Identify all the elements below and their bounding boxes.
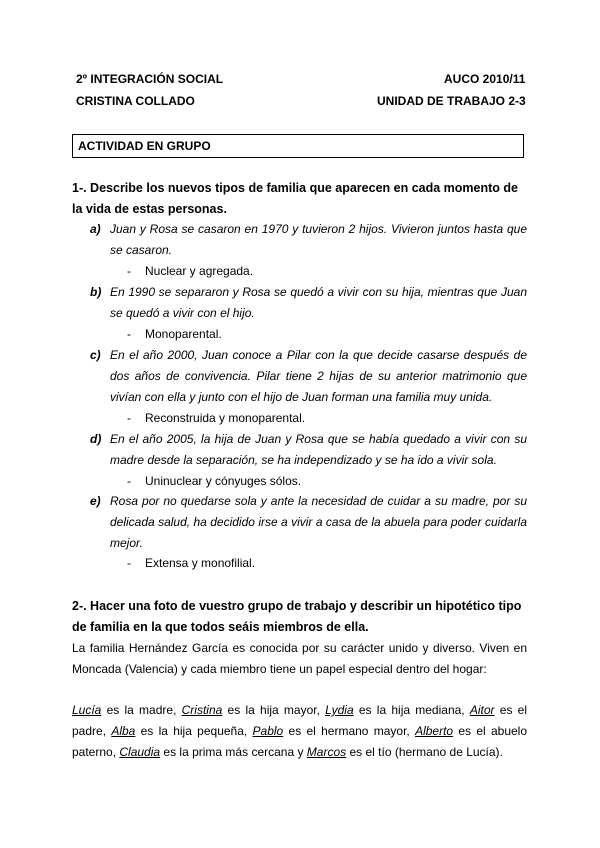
item-text: En el año 2000, Juan conoce a Pilar con la que decide casarse después de dos años de convivencia. Pilar tiene 2 hijas de su anterior matrimonio que vivían con ella y junto con el hijo de Juan forman una familia muy unida. <box>110 348 527 404</box>
answer-b <box>127 324 222 345</box>
dash-bullet: - <box>127 327 131 341</box>
member-role: es el hermano mayor, <box>283 724 416 738</box>
answer-e <box>127 553 255 574</box>
item-d <box>90 429 527 471</box>
member-name: Alba <box>111 724 136 738</box>
header-year: AUCO 2010/11 <box>444 72 526 86</box>
member-role: es la hija pequeña, <box>135 724 253 738</box>
item-text: Juan y Rosa se casaron en 1970 y tuvieron 2 hijos. Vivieron juntos hasta que se casaron. <box>110 222 527 257</box>
item-text: En 1990 se separaron y Rosa se quedó a vivir con su hija, mientras que Juan se quedó a vivir con el hijo. <box>110 285 527 320</box>
answer-text: Uninuclear y cónyuges sólos. <box>145 474 302 488</box>
member-role: es la hija mediana, <box>353 703 470 717</box>
item-text: En el año 2005, la hija de Juan y Rosa que se había quedado a vivir con su madre desde la separación, se ha independizado y se ha ido a vivir sola. <box>110 432 527 467</box>
dash-bullet: - <box>127 264 131 278</box>
member-role: es la prima más cercana y <box>160 745 307 759</box>
activity-title-box <box>72 134 524 158</box>
item-letter: b) <box>90 285 102 299</box>
answer-d <box>127 471 301 492</box>
member-name: Marcos <box>306 745 347 759</box>
member-name: Lucía <box>72 703 102 717</box>
dash-bullet: - <box>127 556 131 570</box>
item-c <box>90 345 527 408</box>
answer-c <box>127 408 305 429</box>
answer-a <box>127 261 253 282</box>
item-letter: e) <box>90 494 101 508</box>
member-role: es el tío (hermano de Lucía). <box>346 745 503 759</box>
member-role: es el padre, <box>72 703 528 738</box>
dash-bullet: - <box>127 411 131 425</box>
item-a <box>90 219 527 261</box>
answer-text: Reconstruida y monoparental. <box>145 411 306 425</box>
member-role: es la madre, <box>101 703 182 717</box>
item-letter: d) <box>90 432 102 446</box>
item-letter: a) <box>90 222 101 236</box>
member-name: Pablo <box>252 724 284 738</box>
header-course: 2º INTEGRACIÓN SOCIAL <box>76 72 224 86</box>
item-e <box>90 491 527 554</box>
member-name: Cristina <box>181 703 223 717</box>
question-1: 1-. Describe los nuevos tipos de familia que aparecen en cada momento de la vida de estas personas. <box>72 181 518 216</box>
answer-text: Extensa y monofilial. <box>145 556 256 570</box>
header-author: CRISTINA COLLADO <box>76 94 195 108</box>
member-name: Alberto <box>415 724 454 738</box>
member-role: es la hija mayor, <box>222 703 326 717</box>
question-2: 2-. Hacer una foto de vuestro grupo de trabajo y describir un hipotético tipo de familia en la que todos seáis miembros de ella. <box>72 599 522 634</box>
member-name: Lydia <box>325 703 354 717</box>
activity-title: ACTIVIDAD EN GRUPO <box>78 139 211 153</box>
member-name: Aitor <box>469 703 495 717</box>
item-letter: c) <box>90 348 101 362</box>
family-members <box>72 700 527 763</box>
member-role: es el abuelo paterno, <box>72 724 528 759</box>
answer-text: Monoparental. <box>145 327 222 341</box>
header-unit: UNIDAD DE TRABAJO 2-3 <box>377 94 526 108</box>
item-text: Rosa por no quedarse sola y ante la necesidad de cuidar a su madre, por su delicada salud, ha decidido irse a vivir a casa de la abuela para poder cuidarla mejor. <box>110 494 527 550</box>
answer-text: Nuclear y agregada. <box>145 264 254 278</box>
item-b <box>90 282 527 324</box>
dash-bullet: - <box>127 474 131 488</box>
member-name: Claudia <box>119 745 161 759</box>
family-intro: La familia Hernández García es conocida por su carácter unido y diverso. Viven en Moncada (Valencia) y cada miembro tiene un papel especial dentro del hogar: <box>72 641 527 676</box>
